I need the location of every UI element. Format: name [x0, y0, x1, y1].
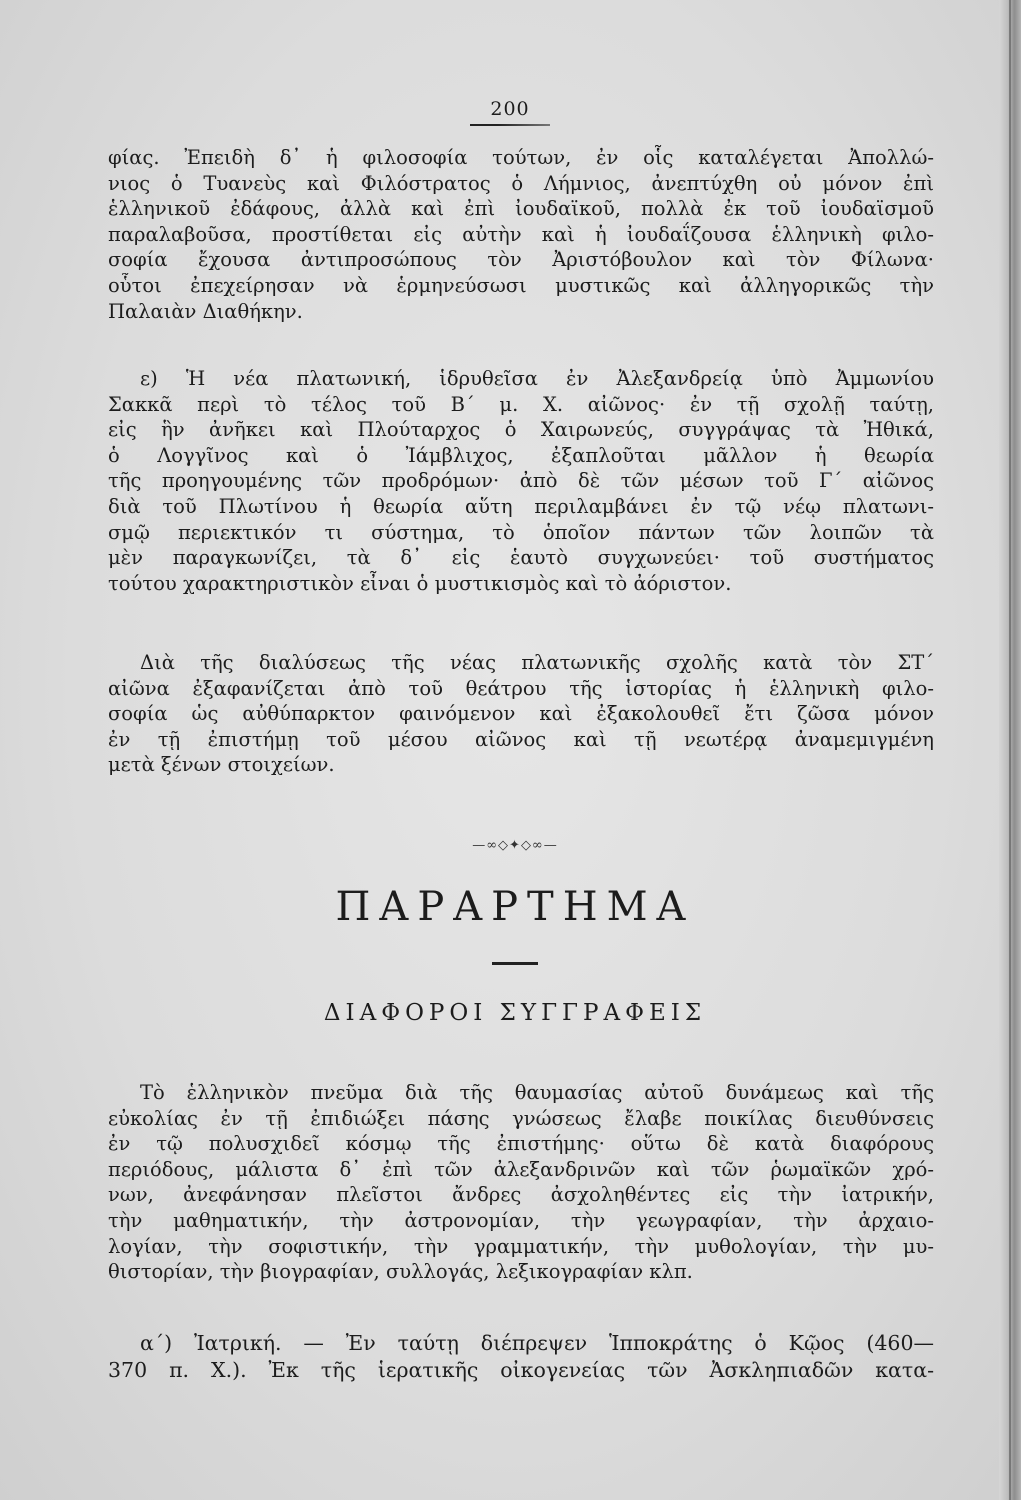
- text-line: μὲν παραγκωνίζει, τὰ δ᾽ εἰς ἑαυτὸ συγχωνεύει· τοῦ συστήματος: [108, 546, 934, 570]
- text-line: α΄) Ἰατρική. — Ἐν ταύτῃ διέπρεψεν Ἱπποκράτης ὁ Κῷος (460—: [140, 1331, 934, 1355]
- text-line: τὴν μαθηματικήν, τὴν ἀστρονομίαν, τὴν γεωγραφίαν, τὴν ἀρχαιο-: [108, 1208, 934, 1232]
- text-line: σοφία ὡς αὐθύπαρκτον φαινόμενον καὶ ἐξακολουθεῖ ἔτι ζῶσα μόνον: [108, 702, 934, 726]
- text-line: μετὰ ξένων στοιχείων.: [108, 753, 335, 777]
- title-rule: [492, 962, 538, 965]
- text-line: Σακκᾶ περὶ τὸ τέλος τοῦ Β΄ μ. Χ. αἰῶνος· ἐν τῇ σχολῇ ταύτῃ,: [108, 392, 934, 416]
- text-line: εἰς ἣν ἀνῆκει καὶ Πλούταρχος ὁ Χαιρωνεύς, συγγράψας τὰ Ἠθικά,: [108, 418, 934, 442]
- text-line: παραλαβοῦσα, προστίθεται εἰς αὐτὴν καὶ ἡ ἰουδαΐζουσα ἑλληνικὴ φιλο-: [108, 222, 934, 246]
- text-line: Τὸ ἑλληνικὸν πνεῦμα διὰ τῆς θαυμασίας αὐτοῦ δυνάμεως καὶ τῆς: [140, 1081, 934, 1104]
- text-line: ἐν τῇ ἐπιστήμῃ τοῦ μέσου αἰῶνος καὶ τῇ νεωτέρᾳ ἀναμεμιγμένη: [108, 727, 934, 751]
- text-line: ἑλληνικοῦ ἐδάφους, ἀλλὰ καὶ ἐπὶ ἰουδαϊκοῦ, πολλὰ ἐκ τοῦ ἰουδαϊσμοῦ: [108, 197, 934, 221]
- paragraph-greek-spirit: [108, 1080, 934, 1285]
- text-line: αἰῶνα ἐξαφανίζεται ἀπὸ τοῦ θεάτρου τῆς ἱστορίας ἡ ἑλληνικὴ φιλο-: [108, 676, 934, 700]
- paragraph-medicine: [108, 1330, 934, 1384]
- paragraph-top: [108, 145, 934, 324]
- text-line: νιος ὁ Τυανεὺς καὶ Φιλόστρατος ὁ Λήμνιος, ἀνεπτύχθη οὐ μόνον ἐπὶ: [108, 171, 934, 195]
- page-number-rule: [470, 124, 550, 126]
- paragraph-dissolution: [108, 650, 934, 778]
- text-line: σμῷ περιεκτικόν τι σύστημα, τὸ ὁποῖον πάντων τῶν λοιπῶν τὰ: [108, 520, 934, 544]
- appendix-subtitle: ΔΙΑΦΟΡΟΙ ΣΥΓΓΡΑΦΕΙΣ: [323, 1000, 707, 1026]
- text-line: ὁ Λογγῖνος καὶ ὁ Ἰάμβλιχος, ἐξαπλοῦται μᾶλλον ἡ θεωρία: [108, 443, 934, 467]
- text-line: ε) Ἡ νέα πλατωνική, ἱδρυθεῖσα ἐν Ἀλεξανδρείᾳ ὑπὸ Ἀμμωνίου: [140, 367, 934, 390]
- text-line: Διὰ τῆς διαλύσεως τῆς νέας πλατωνικῆς σχολῆς κατὰ τὸν ΣΤ΄: [140, 651, 934, 674]
- text-line: φίας. Ἐπειδὴ δ᾽ ἡ φιλοσοφία τούτων, ἐν οἷς καταλέγεται Ἀπολλώ-: [108, 146, 934, 169]
- page-number: 200: [490, 98, 530, 120]
- text-line: νων, ἀνεφάνησαν πλεῖστοι ἄνδρες ἀσχοληθέντες εἰς τὴν ἰατρικήν,: [108, 1183, 934, 1207]
- page-edge: [999, 0, 1021, 1500]
- text-line: διὰ τοῦ Πλωτίνου ἡ θεωρία αὕτη περιλαμβάνει ἐν τῷ νέῳ πλατωνι-: [108, 494, 934, 518]
- text-line: περιόδους, μάλιστα δ᾽ ἐπὶ τῶν ἀλεξανδρινῶν καὶ τῶν ῥωμαϊκῶν χρό-: [108, 1157, 934, 1181]
- text-line: Παλαιὰν Διαθήκην.: [108, 299, 303, 323]
- text-line: θιστορίαν, τὴν βιογραφίαν, συλλογάς, λεξικογραφίαν κλπ.: [108, 1260, 693, 1284]
- text-line: ἐν τῷ πολυσχιδεῖ κόσμῳ τῆς ἐπιστήμης· οὕτω δὲ κατὰ διαφόρους: [108, 1132, 934, 1156]
- text-line: οὗτοι ἐπεχείρησαν νὰ ἑρμηνεύσωσι μυστικῶς καὶ ἀλληγορικῶς τὴν: [108, 273, 934, 297]
- text-line: λογίαν, τὴν σοφιστικήν, τὴν γραμματικήν, τὴν μυθολογίαν, τὴν μυ-: [108, 1234, 934, 1258]
- text-line: 370 π. Χ.). Ἐκ τῆς ἱερατικῆς οἰκογενείας τῶν Ἀσκληπιαδῶν κατα-: [108, 1358, 934, 1382]
- text-line: σοφία ἔχουσα ἀντιπροσώπους τὸν Ἀριστόβουλον καὶ τὸν Φίλωνα·: [108, 248, 934, 272]
- text-line: τούτου χαρακτηριστικὸν εἶναι ὁ μυστικισμὸς καὶ τὸ ἀόριστον.: [108, 571, 732, 595]
- text-line: τῆς προηγουμένης τῶν προδρόμων· ἀπὸ δὲ τῶν μέσων τοῦ Γ΄ αἰῶνος: [108, 469, 934, 493]
- section-ornament: —∞◇✦◇∞—: [472, 838, 558, 853]
- paragraph-neoplatonic: [108, 366, 934, 596]
- text-line: εὐκολίας ἐν τῇ ἐπιδιώξει πάσης γνώσεως ἔλαβε ποικίλας διευθύνσεις: [108, 1106, 934, 1130]
- appendix-title: ΠΑΡΑΡΤΗΜΑ: [335, 884, 695, 930]
